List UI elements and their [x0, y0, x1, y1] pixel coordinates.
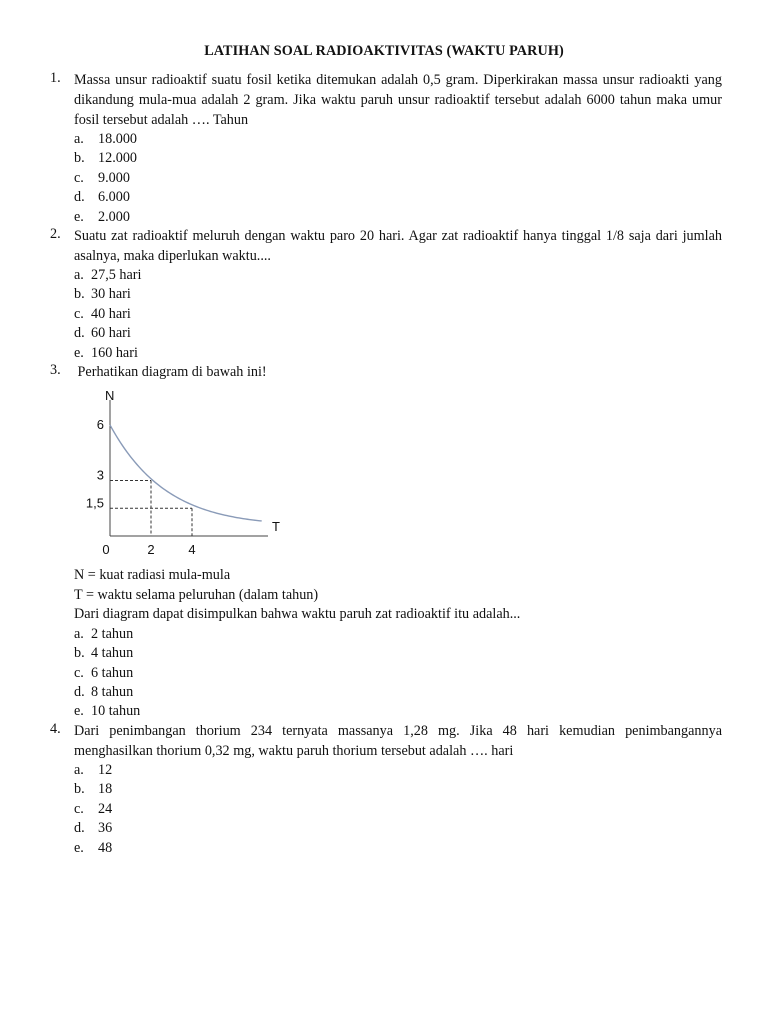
y-tick-labels [86, 417, 104, 510]
question-number: 3. [50, 362, 61, 378]
option-d [74, 324, 722, 343]
page-title: LATIHAN SOAL RADIOAKTIVITAS (WAKTU PARUH) [204, 43, 564, 59]
option-letter: d. [74, 189, 85, 206]
option-c [74, 664, 722, 683]
option-e [74, 839, 722, 858]
note-n-definition: N = kuat radiasi mula-mula [74, 567, 231, 583]
option-list [74, 266, 722, 363]
question-4 [50, 721, 722, 858]
option-letter: b. [74, 286, 85, 303]
option-text: 6 tahun [91, 664, 134, 681]
option-letter: a. [74, 625, 84, 642]
option-b [74, 149, 722, 168]
y-tick-label: 1,5 [85, 495, 104, 511]
option-letter: e. [74, 839, 84, 856]
option-letter: e. [74, 208, 84, 225]
option-text: 48 [98, 839, 113, 856]
option-letter: e. [74, 344, 84, 361]
option-list [74, 625, 722, 722]
option-d [74, 683, 722, 702]
option-text: 12 [98, 762, 113, 778]
option-text: 2.000 [98, 208, 130, 225]
question-number: 1. [50, 70, 61, 86]
x-tick-label: 2 [147, 542, 155, 557]
option-d [74, 188, 722, 207]
question-text: Perhatikan diagram di bawah ini! [74, 364, 267, 380]
guide-lines [110, 481, 192, 537]
question-3 [50, 362, 722, 382]
option-c [74, 800, 722, 819]
option-a [74, 625, 722, 644]
option-letter: c. [74, 169, 84, 186]
option-a [74, 761, 722, 780]
question-text: Suatu zat radioaktif meluruh dengan waktu paro 20 hari. Agar zat radioaktif hanya tinggal 1/8 saja dari jumlah asalnya, maka diperlukan waktu.... [74, 228, 722, 264]
option-text: 160 hari [91, 344, 138, 361]
option-letter: c. [74, 800, 84, 817]
option-letter: b. [74, 645, 85, 662]
option-letter: b. [74, 150, 85, 167]
option-c [74, 169, 722, 188]
option-text: 8 tahun [91, 683, 134, 700]
option-text: 12.000 [98, 150, 138, 167]
option-d [74, 819, 722, 838]
diagram-notes [74, 566, 722, 625]
x-tick-label: 0 [102, 542, 110, 557]
option-letter: b. [74, 781, 85, 798]
option-letter: c. [74, 664, 84, 681]
x-axis-label: T [272, 519, 280, 534]
option-letter: e. [74, 703, 84, 720]
option-e [74, 208, 722, 227]
option-letter: d. [74, 683, 85, 700]
option-letter: a. [74, 131, 84, 147]
option-list [74, 761, 722, 858]
question-number: 2. [50, 226, 61, 242]
option-text: 27,5 hari [91, 267, 142, 283]
option-text: 24 [98, 800, 113, 817]
option-text: 30 hari [91, 286, 131, 303]
option-b [74, 644, 722, 663]
option-b [74, 285, 722, 304]
option-e [74, 702, 722, 721]
option-text: 9.000 [98, 169, 130, 186]
option-text: 4 tahun [91, 645, 134, 662]
option-letter: d. [74, 325, 85, 342]
x-tick-label: 4 [188, 542, 196, 557]
option-text: 10 tahun [91, 703, 141, 720]
x-tick-labels [102, 542, 195, 557]
option-text: 2 tahun [91, 625, 134, 642]
option-a [74, 130, 722, 149]
y-tick-label: 3 [96, 467, 104, 483]
question-2 [50, 226, 722, 363]
option-b [74, 780, 722, 799]
option-text: 36 [98, 820, 113, 837]
option-text: 18 [98, 781, 113, 798]
decay-curve [110, 425, 262, 521]
note-question: Dari diagram dapat disimpulkan bahwa waktu paruh zat radioaktif itu adalah... [74, 606, 521, 623]
option-letter: a. [74, 762, 84, 778]
question-number: 4. [50, 721, 61, 737]
question-1 [50, 70, 722, 227]
option-list [74, 130, 722, 227]
option-c [74, 305, 722, 324]
y-axis-label: N [105, 388, 115, 403]
option-text: 6.000 [98, 189, 130, 206]
question-text: Dari penimbangan thorium 234 ternyata massanya 1,28 mg. Jika 48 hari kemudian penimbangannya menghasilkan thorium 0,32 mg, waktu paruh thorium tersebut adalah …. hari [74, 723, 722, 759]
question-text: Massa unsur radioaktif suatu fosil ketika ditemukan adalah 0,5 gram. Diperkirakan massa unsur radioakti yang dikandung mula-mua adalah 2 gram. Jika waktu paruh unsur radioaktif tersebut adalah 6000 tahun maka umur fosil tersebut adalah …. Tahun [74, 72, 722, 128]
option-e [74, 344, 722, 363]
option-letter: d. [74, 820, 85, 837]
decay-diagram [70, 386, 290, 562]
option-text: 18.000 [98, 131, 138, 147]
option-letter: c. [74, 305, 84, 322]
note-t-definition: T = waktu selama peluruhan (dalam tahun) [74, 586, 319, 603]
option-a [74, 266, 722, 285]
option-text: 60 hari [91, 325, 131, 342]
question-3-body [50, 566, 722, 722]
option-text: 40 hari [91, 305, 131, 322]
y-tick-label: 6 [96, 417, 104, 432]
option-letter: a. [74, 267, 84, 283]
